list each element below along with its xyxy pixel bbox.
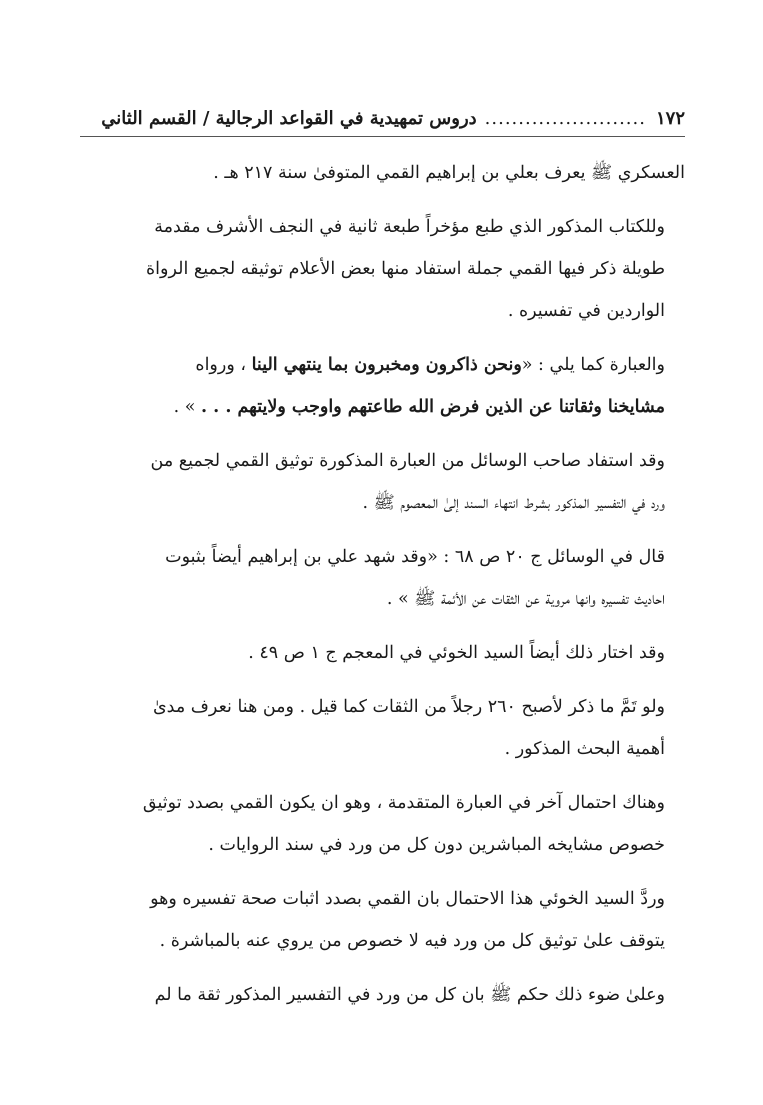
paragraph-5 [80, 536, 685, 620]
text-line: طويلة ذكر فيها القمي جملة استفاد منها بعض الأعلام توثيقه لجميع الرواة [145, 259, 665, 279]
quote-continuation: ، ورواه [195, 355, 252, 375]
header-leader-dots: ........................ [484, 107, 646, 129]
text-line: يتوقف علىٰ توثيق كل من ورد فيه لا خصوص من يروي عنه بالمباشرة . [159, 931, 665, 951]
paragraph-3-quote [80, 344, 685, 428]
paragraph-2 [80, 206, 685, 332]
text-line: وقد اختار ذلك أيضاً السيد الخوئي في المعجم ج ١ ص ٤٩ . [248, 643, 665, 663]
text-line: قال في الوسائل ج ٢٠ ص ٦٨ : «وقد شهد علي بن إبراهيم أيضاً بثبوت [165, 547, 665, 567]
quote-bold-text: مشايخنا وثقاتنا عن الذين فرض الله طاعتهم واوجب ولايتهم . . . [200, 397, 665, 417]
text-line: الواردين في تفسيره . [507, 301, 665, 321]
text-line: وهناك احتمال آخر في العبارة المتقدمة ، وهو ان يكون القمي بصدد توثيق [142, 793, 665, 813]
paragraph-6 [80, 632, 685, 674]
page-number: ١٧٢ [655, 107, 685, 129]
text-line: ورد في التفسير المذكور بشرط انتهاء السند إلىٰ المعصوم ﷺ . [362, 493, 665, 513]
text-line: العسكري ﷺ يعرف بعلي بن إبراهيم القمي المتوفىٰ سنة ٢١٧ هـ . [213, 163, 685, 183]
paragraph-7 [80, 686, 685, 770]
header-divider [80, 136, 685, 137]
quote-bold-text: ونحن ذاكرون ومخبرون بما ينتهي الينا [251, 355, 522, 375]
text-line: ولو تَمَّ ما ذكر لأصبح ٢٦٠ رجلاً من الثقات كما قيل . ومن هنا نعرف مدىٰ [152, 697, 665, 717]
text-line [80, 344, 685, 386]
paragraph-4 [80, 440, 685, 524]
text-line: أهمية البحث المذكور . [504, 739, 665, 759]
text-line [80, 386, 685, 428]
text-line: خصوص مشايخه المباشرين دون كل من ورد في سند الروايات . [208, 835, 665, 855]
paragraph-8 [80, 782, 685, 866]
text-line: وقد استفاد صاحب الوسائل من العبارة المذكورة توثيق القمي لجميع من [150, 451, 665, 471]
quote-intro: والعبارة كما يلي : « [521, 355, 665, 375]
paragraph-1 [80, 152, 685, 194]
quote-close: » . [173, 397, 201, 417]
running-header [80, 104, 685, 132]
paragraph-10 [80, 974, 685, 1016]
paragraph-9 [80, 878, 685, 962]
text-line: وعلىٰ ضوء ذلك حكم ﷺ بان كل من ورد في التفسير المذكور ثقة ما لم [154, 985, 665, 1005]
text-line: احاديث تفسيره وانها مروية عن الثقات عن الأئمة ﷺ » . [386, 589, 665, 609]
page-body [80, 152, 685, 1016]
text-line: وردَّ السيد الخوئي هذا الاحتمال بان القمي بصدد اثبات صحة تفسيره وهو [150, 889, 665, 909]
text-line: وللكتاب المذكور الذي طبع مؤخراً طبعة ثانية في النجف الأشرف مقدمة [154, 217, 665, 237]
header-title: دروس تمهيدية في القواعد الرجالية / القسم الثاني [101, 107, 477, 129]
